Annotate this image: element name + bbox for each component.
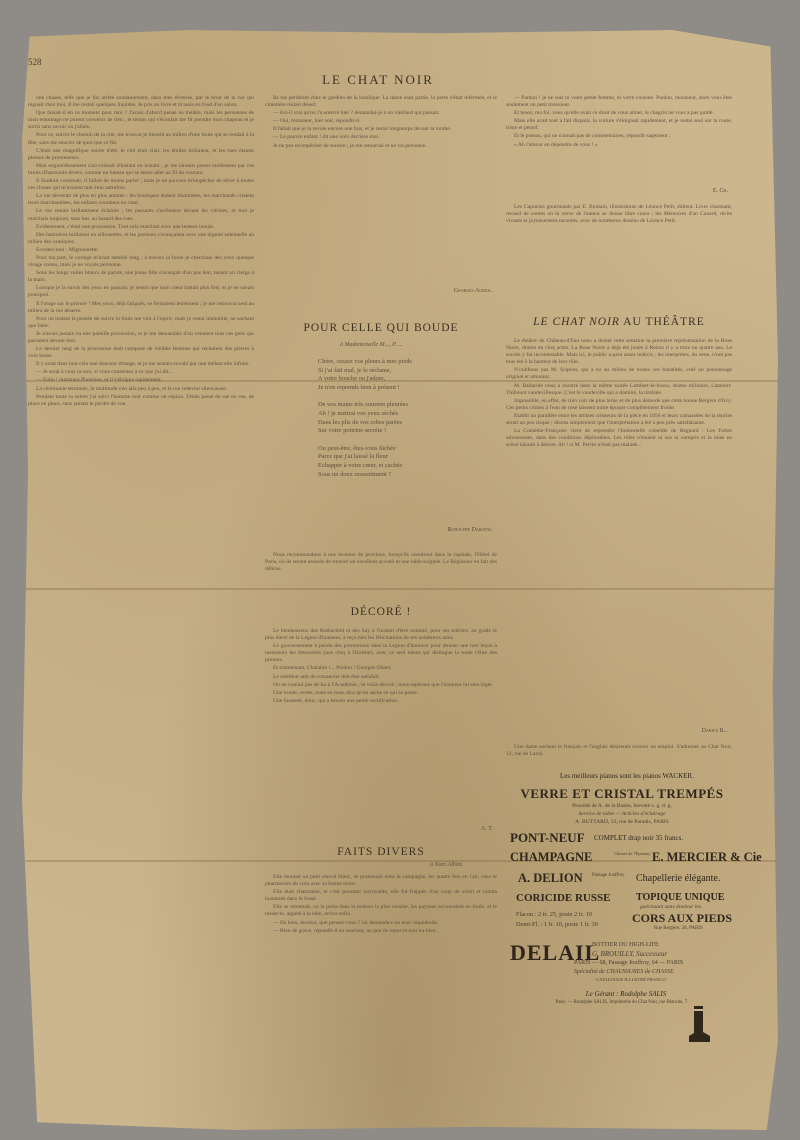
paragraph: — Pardon ! je ne suis ni votre petite femme, ni votre cousine. Pardon, monsieur, alors vous êtes seulement un petit monsieur.: [506, 95, 732, 109]
paragraph: Pour un instant la pensée de suivre la foule me vint à l'esprit, mais je restai immobile, ne sachant que faire.: [28, 315, 254, 329]
ad-wacker: Les meilleurs pianos sont les pianos WACKER.: [560, 772, 694, 780]
paragraph: Evidemment, c'était une procession. Tout cela marchait avec une lenteur inouïe.: [36, 223, 215, 230]
ad-verre-title: VERRE ET CRISTAL TREMPÉS: [520, 786, 724, 801]
theatre-byline: Darius B...: [701, 728, 728, 734]
paragraph: Le théâtre du Château-d'Eau nous a donné cette semaine la première représentation de la Rose Noire, drame en cinq actes. La Rose Noire a déjà été jouée à Reims il y a trois ou quatre ans. Le succès y fut incontestable. Mais ici, le public a paru assez indécis ; les interprètes, du reste, n'ont pas tous été à la hauteur de leur rôle.: [506, 338, 732, 366]
ad-mercier: E. MERCIER & Cie: [652, 850, 762, 864]
paragraph: Une ironie, certes, mais en nous dira qu'on sache ce qui se passe.: [273, 689, 419, 696]
capucins-review: [506, 204, 732, 262]
paragraph: — Est-il vrai qu'on l'a enterré hier ? demandai-je à un vieillard qui passait.: [273, 110, 440, 117]
paragraph: Que faisait-il en ce moment pour moi ? J'avais d'abord pensé au théâtre, mais les personnes de mon entourage ne purent convenir de rien ; le temps qui s'écoulait me fit prendre mon chapeau et je sortis sans savoir où j'allais.: [28, 110, 254, 131]
poem-line: Ah ! je mettrai vos yeux séchés: [318, 409, 399, 417]
decore-article: [265, 628, 497, 824]
paragraph: — Folie ! murmura Phonsine, et il s'éloigna rapidement.: [36, 377, 162, 384]
poem-stanza: [318, 358, 498, 392]
poem-line: Dans les plis de vos robes parées: [318, 418, 403, 426]
ad-delion-detail: Passage Jouffroy: [592, 873, 625, 878]
paragraph: Le dernier rang de la procession était composé de vieilles femmes qui récitaient des prières à voix basse.: [28, 346, 254, 360]
poem-line: Sous un doux ressentiment ?: [318, 470, 392, 478]
paragraph: — Le pauvre enfant ! dit une voix derrière moi.: [273, 134, 380, 141]
paragraph: Le gouvernement à pendu des promotions dans la Légion d'honneur pour donner une rare leçon à messieurs les Immortels (nos cinq à l'Institut), avec ce seul talent qui distingue la toute l'élite des promus.: [265, 643, 497, 664]
paragraph: une chasse, telle que je fus arrêté soudainement, dans mes rêveries, par le bruit de la rue qui régnait chez moi. Il me restait quelques liquides. Je pris un livre et m'assis en fond d'un salon.: [28, 95, 254, 109]
ad-cors-address: Rue Bergère, 26, PARIS: [654, 926, 703, 931]
paragraph: Elle était charmante, et c'est pourtant incroyable, elle fut frappée d'un coup de soleil et tomba inanimée dans le fossé.: [265, 889, 497, 903]
ad-topique-detail: guérissant sans douleur les: [640, 904, 702, 910]
ad-verre-line: Procédé de A. de la Bastie, breveté s. g. d. g.: [572, 803, 672, 809]
ad-champagne-detail: Chouet de l'Épernay: [614, 851, 651, 856]
ad-delail-line: BOTTIER DU HIGH-LIFE: [592, 942, 659, 948]
poem-line: Si j'ai fait mal, je le réclame,: [318, 366, 392, 374]
paragraph: Pendant toute la soirée j'ai suivi l'homme noir comme un espion. J'étais passé de rue en rue, de place en place, sans jamais le perdre de vue.: [28, 393, 254, 407]
story-byline: Georges Auriol.: [453, 288, 493, 294]
left-column: [28, 95, 254, 1080]
ad-pont-neuf: PONT-NEUF: [510, 830, 585, 845]
ad-flacon-price: Demi-Fl. : 1 fr. 10, poste 1 fr. 30: [516, 921, 598, 928]
faits-divers-title: FAITS DIVERS: [337, 846, 425, 858]
ad-delail: DELAIL: [510, 940, 601, 965]
theatre-title: [506, 316, 732, 328]
ad-verre-line: A. BUTTARD, 12, rue de Paradis, PARIS: [575, 819, 669, 825]
ad-delail-line: Spécialité de CHAUSSURES de CHASSE: [574, 969, 674, 975]
paragraph: Je n'avais jamais vu une pareille procession, et je me demandais d'où venaient tous ces gens qui passaient devant moi.: [28, 330, 254, 344]
poem-title: POUR CELLE QUI BOUDE: [303, 322, 459, 334]
ad-topique: TOPIQUE UNIQUE: [636, 892, 725, 903]
ad-pont-neuf-detail: COMPLET drap noir 35 francs.: [594, 834, 684, 842]
faits-divers-article: [265, 874, 497, 1080]
poem-stanza: [318, 445, 498, 479]
boot-icon: [684, 1005, 712, 1043]
right-story: [506, 95, 732, 187]
paragraph: On ne voulait pas de lui à l'Académie ; le voilà décoré ; nous espérons que l'honneur lui sera léger.: [273, 681, 494, 688]
paragraph: Etablir un parallèle entre les artistes créateurs de la pièce en 1856 et leurs camarades de la reprise serait un peu risqué ; disons simplement que l'interprétation a été à peu près satisfaisante.: [506, 412, 732, 427]
poem-line: Chère, cessez vos pleurs à mes pieds: [318, 358, 412, 365]
paragraph: Il faudrait continuer, il fallait de moins parler ; mais je ne pouvais m'empêcher de rêver à toutes ces choses qui m'avaient tant ému autrefois.: [28, 178, 254, 192]
paragraph: C'était une magnifique soirée d'été, le ciel était clair, les étoiles brillaient, et les rues étaient pleines de promeneurs.: [28, 147, 254, 161]
paragraph: Une fausseté, donc, qui a besoin une petite rectification.: [273, 697, 399, 704]
poem-stanza: [318, 401, 498, 435]
paragraph: Elle se remettait, on la porta dans la maison la plus voisine, les paysans accouraient en foule, et le médecin, appelé à la hâte, arriva enfin.: [265, 904, 497, 918]
theatre-article: [506, 338, 732, 726]
paragraph: Le bienheureux des Rothschild et des Say à l'instant d'être nommé, pour ses mérites, au grade le plus élevé de la Légion d'honneur, a reçu hier les félicitations de ses nombreux amis.: [265, 628, 497, 642]
paragraph: Il fallait que je la revoie encore une fois, et je restai longtemps devant la tombe.: [273, 126, 452, 133]
ad-delail-line: G. BROUILLY, Successeur: [592, 950, 668, 958]
poem: [318, 358, 498, 488]
paragraph: Impossible, en effet, de rien voir de plus terne et de plus démodé que cette bonne Bergère d'Ivry. Ces petits crimes à l'eau de rose laissent notre époque complètement froide.: [506, 397, 732, 411]
paragraph: Et le poteau, qui ne connaît pas de commentaires, répondit sagement :: [514, 133, 671, 140]
paragraph: — Eh bien, docteur, que pensez-vous ? lui demanda-t-on avec inquiétude.: [273, 919, 439, 926]
poem-line: De vos mains très souvent pleurées: [318, 401, 408, 409]
ad-champagne: CHAMPAGNE: [510, 850, 593, 864]
paragraph: Les Capucins gourmands par E. Boutain, illustrations de Léonce Petit, éditeur. Livre charmant, recueil de contes où la verve de l'auteur se donne libre cours ; les Mémoires d'un Canard, récits vivants et joyeusement racontés, avec de nombreux dessins de Léonce Petit.: [506, 204, 732, 225]
paragraph: Ecoutez-moi : Mignonnette.: [36, 246, 99, 253]
paragraph: La cérémonie terminée, la multitude s'en alla peu à peu, et la rue redevint silencieuse.: [36, 385, 228, 392]
gerant-line: Le Gérant : Rodolphe SALIS: [585, 990, 667, 998]
page-number: 528: [28, 57, 42, 67]
poem-byline: Rodolphe Darzens.: [447, 527, 493, 533]
paragraph: Mon engourdissement s'accroissait d'instant en instant ; je me laissais porter mollement par ces bruits d'harmonie divers, comme un bateau qui se laisse aller au fil du courant.: [28, 162, 254, 176]
paragraph: Mais elle avait tout à fait disparu, la voiture s'éloignait rapidement, et je restai seul sur la route, triste et pensif.: [506, 118, 732, 132]
paragraph: M. Ballaride nous a montré dans la même soirée Lambert-le-bossu, drame militaire, Lambert-Thibouot vaudevillesque. C'est le vaudeville qui a dominé, la timbale.: [506, 382, 732, 396]
paragraph: Je ne pus m'empêcher de sourire ; je me retournai et ne vis personne.: [273, 142, 427, 149]
paragraph: Pour ce, suivre le chemin de la cité, me trouvai-je bientôt au milieu d'une foule qui se rendait à la fête, sans me soucier de quoi que ce fût.: [28, 132, 254, 146]
paragraph: La Comédie-Française vient de reprendre l'immortelle comédie de Regnard : Les Folies amoureuses, dans des conditions déplorables. Les rôles n'étaient ni sus ni compris et la mise en scène laissait à désirer. Ah ! si M. Perrin n'était pas malade...: [506, 428, 732, 449]
ad-verre-line: Service de table — Articles d'éclairage: [578, 811, 666, 817]
poem-line: Je n'en reprends bien à présent !: [318, 383, 400, 391]
paragraph: Le rue restait brillamment éclairée ; les passants s'arrêtaient devant les vitrines, et moi je marchais toujours, sans but, au hasard des rues.: [28, 208, 254, 222]
ad-chapellerie: Chapellerie élégante.: [636, 873, 721, 884]
paragraph: Une dame sachant le français et l'anglais désirerait trouver un emploi. S'adresser au Chat Noir, 12, rue de Laval.: [506, 744, 732, 758]
paragraph: Il y avait dans tout cela une douceur étrange, et je me sentais envahi par une mélancolie infinie.: [36, 361, 250, 368]
poem-line: A votre bouche ou j'adore,: [318, 375, 386, 383]
paragraph: Ils me perdirent chez le gardien de la basilique. La dame était partie, la porte s'était refermée, et le cimetière restait désert.: [265, 95, 497, 109]
poem-dedication: à Mademoiselle M..., P.....: [340, 342, 403, 348]
poem-line: Echapper à votre cœur, et cachée: [318, 461, 403, 469]
poem-line: Parce que j'ai laissé la fleur: [318, 453, 388, 461]
faits-dedication: à Nani Albini.: [430, 862, 464, 868]
paragraph: — Rien de grave, répondit-il en souriant, un peu de repos et tout ira bien.: [273, 927, 437, 934]
ad-flacon-price: Flacon : 2 fr. 25, poste 2 fr. 10: [516, 911, 593, 918]
ad-delail-line: PARIS — 68, Passage Jouffroy, 64 — PARIS: [574, 960, 684, 966]
ad-coricide: CORICIDE RUSSE: [516, 892, 611, 904]
paragraph: Le meilleur ami du romancier doit être satisfait.: [273, 673, 380, 680]
poem-line: Ou peut-être, êtes-vous fâchée: [318, 444, 396, 452]
paragraph: — Oui, monsieur, hier soir, répondit-il.: [273, 118, 361, 125]
theatre-title-rest: AU THÉÂTRE: [619, 316, 705, 328]
theatre-title-italic: LE CHAT NOIR: [533, 316, 620, 328]
imprimerie-line: Paris. — Rodolphe SALIS, Imprimerie du Chat Noir, rue Blanche, 7.: [555, 1000, 689, 1005]
decore-title: DÉCORÉ !: [350, 606, 412, 618]
paragraph: La rue devenait de plus en plus animée ; les boutiques étaient illuminées, les marchands criaient leurs marchandises, les enfants couraient en riant.: [28, 193, 254, 207]
paragraph: « Ah l'amour en dépendra de vous ! »: [514, 141, 598, 148]
paragraph: Sous les longs voiles blancs de parure, une jeune fille s'avançait d'un pas lent, tenant un cierge à la main.: [28, 270, 254, 284]
hotel-notice: [265, 552, 497, 588]
poem-line: Sur votre poitrine secrète !: [318, 427, 387, 435]
right-story-byline: E. Gr.: [712, 188, 728, 194]
paragraph: Des bannières brillaient en silhouettes, et les porteurs s'avançaient avec une dignité solennelle au milieu des cantiques.: [28, 231, 254, 245]
masthead: LE CHAT NOIR: [322, 72, 434, 87]
paragraph: Et tenez, ma foi, vous qu'elle avait ce droit de vous aimer, le chagrin ne vous a pas quitté.: [514, 110, 714, 117]
decore-byline: A. T.: [481, 826, 493, 832]
paragraph: Pour ma part, le cortège m'avait semblé long ; à travers la foule je cherchais des yeux quelque visage connu, mais je ne voyais personne.: [28, 254, 254, 269]
paragraph: Il l'orage sur le prieuré ! Mes yeux, déjà fatigués, se fermaient lentement ; je me retrouvai seul au milieu de la rue déserte.: [28, 300, 254, 314]
paragraph: Lorsque je la suivis des yeux en passant, je sentis que mon cœur battait plus fort, et je ne savais pourquoi.: [28, 285, 254, 299]
ad-delail-line: CATALOGUE ILLUSTRÉ FRANCO: [596, 977, 666, 982]
ad-cors: CORS AUX PIEDS: [632, 911, 733, 925]
dame-notice: [506, 744, 732, 766]
paragraph: Nous recommandons à nos lecteurs de province, lorsqu'ils viendront dans la capitale, l'Hôtel de Paris, où ils seront assurés de trouver un excellent accueil et une table soignée. Le Régisseur en fait des délices.: [265, 552, 497, 573]
paragraph: N'oublions pas M. Scipion, qui a eu au milieu de toutes ces banalités, créé un personnage original et amusant.: [506, 367, 732, 381]
paragraph: — Je serai à vous ce soir, si vous consentez à ce que j'ai dit...: [36, 369, 173, 376]
paragraph: Et maintenant, Chalabre !... Pardon ! Georges Ohnet.: [273, 665, 392, 672]
middle-story: [265, 95, 497, 285]
ad-delion: A. DELION: [518, 871, 583, 885]
paragraph: Elle montait un petit cheval blanc, se promenait dans la campagne, les quatre fers en l'air, chez le pharmacien du coin avec sa bonne noire.: [265, 874, 497, 888]
